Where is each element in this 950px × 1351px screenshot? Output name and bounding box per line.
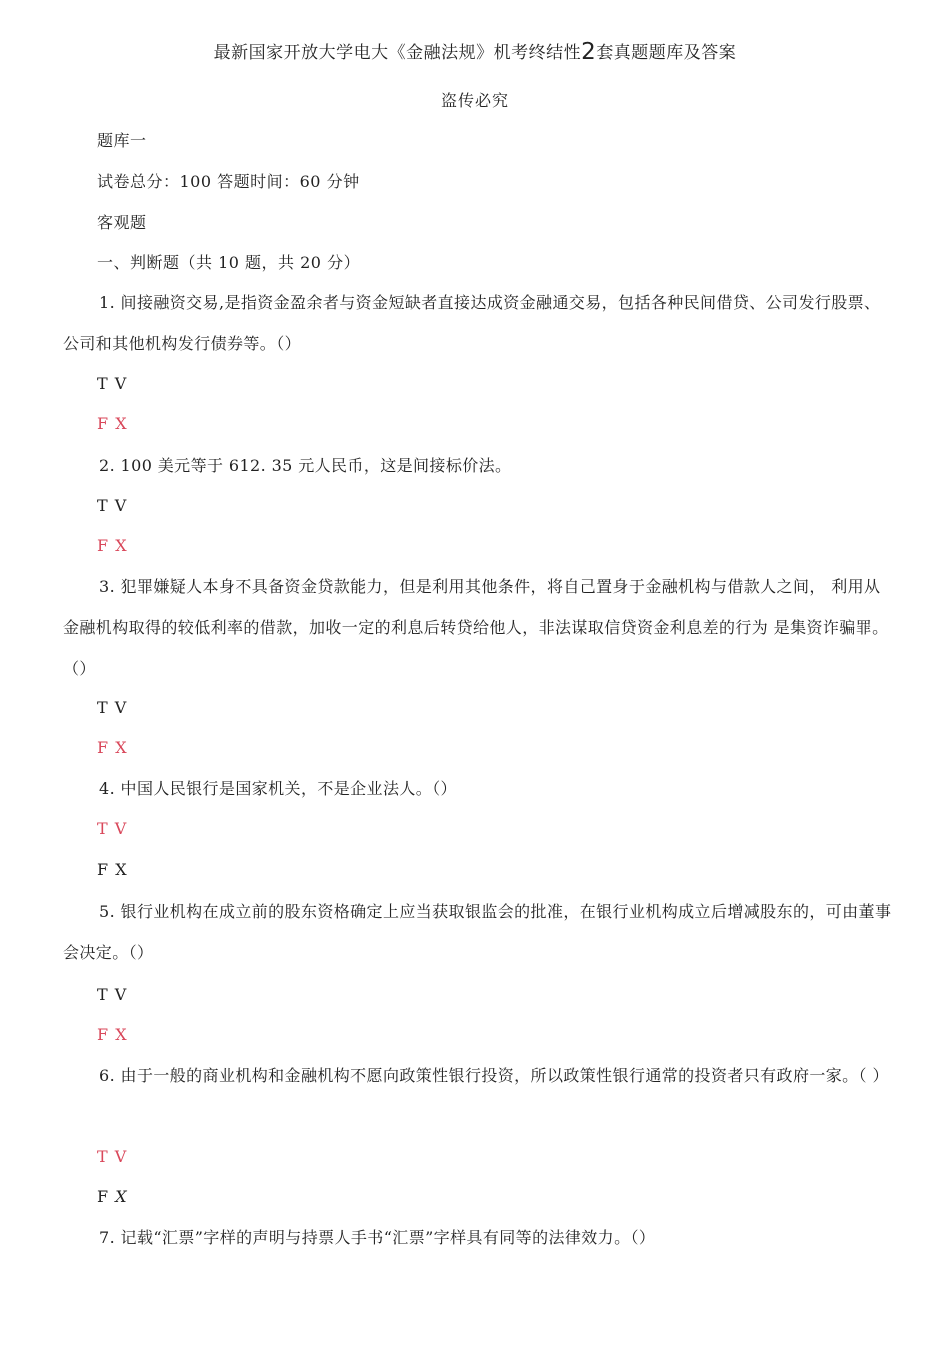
- exam-info: 试卷总分：100 答题时间：60 分钟: [97, 172, 360, 191]
- question-2-option-true: T V: [97, 496, 128, 515]
- question-6-option-false-letter: F: [97, 1187, 116, 1206]
- question-6-option-true-answer: T V: [97, 1147, 128, 1166]
- question-1-option-false-answer: F X: [97, 414, 128, 433]
- question-6-text: 6. 由于一般的商业机构和金融机构不愿向政策性银行投资，所以政策性银行通常的投资者只有政府一家。（ ）: [99, 1066, 889, 1085]
- question-3-text: 3. 犯罪嫌疑人本身不具备资金贷款能力，但是利用其他条件，将自己置身于金融机构与借款人之间， 利用从金融机构取得的较低利率的借款，加收一定的利息后转贷给他人，非法谋取信贷资金利息差的行为 是集资诈骗罪。（）: [63, 577, 889, 678]
- title-text-post: 套真题题库及答案: [596, 43, 737, 63]
- question-3-option-false-answer: F X: [97, 738, 128, 757]
- title-number: 2: [581, 39, 597, 65]
- question-5-text: 5. 银行业机构在成立前的股东资格确定上应当获取银监会的批准，在银行业机构成立后增减股东的，可由董事会决定。（）: [63, 902, 892, 962]
- question-2-option-false-answer: F X: [97, 536, 128, 555]
- question-7-text: 7. 记载“汇票”字样的声明与持票人手书“汇票”字样具有同等的法律效力。（）: [99, 1228, 656, 1247]
- question-4-option-false: F X: [97, 860, 128, 879]
- question-5-option-true: T V: [97, 985, 128, 1004]
- question-3-option-true: T V: [97, 698, 128, 717]
- question-6-option-false: [97, 1187, 128, 1206]
- question-4-option-true-answer: T V: [97, 819, 128, 838]
- document-subtitle: 盗传必究: [440, 91, 509, 110]
- question-4-text: 4. 中国人民银行是国家机关，不是企业法人。（）: [99, 779, 457, 798]
- document-title: [0, 38, 950, 65]
- section-objective: 客观题: [97, 213, 147, 232]
- question-bank-label: 题库一: [97, 131, 147, 150]
- question-5-option-false-answer: F X: [97, 1025, 128, 1044]
- section-heading-judgement: 一、判断题（共 10 题，共 20 分）: [97, 253, 361, 272]
- question-2-text: 2. 100 美元等于 612. 35 元人民币，这是间接标价法。: [99, 456, 512, 475]
- title-text-pre: 最新国家开放大学电大《金融法规》机考终结性: [213, 43, 582, 63]
- question-1-text: 1. 间接融资交易,是指资金盈余者与资金短缺者直接达成资金融通交易，包括各种民间借贷、公司发行股票、公司和其他机构发行债券等。（）: [63, 293, 881, 353]
- question-6-option-false-mark: X: [115, 1187, 128, 1206]
- question-1-option-true: T V: [97, 374, 128, 393]
